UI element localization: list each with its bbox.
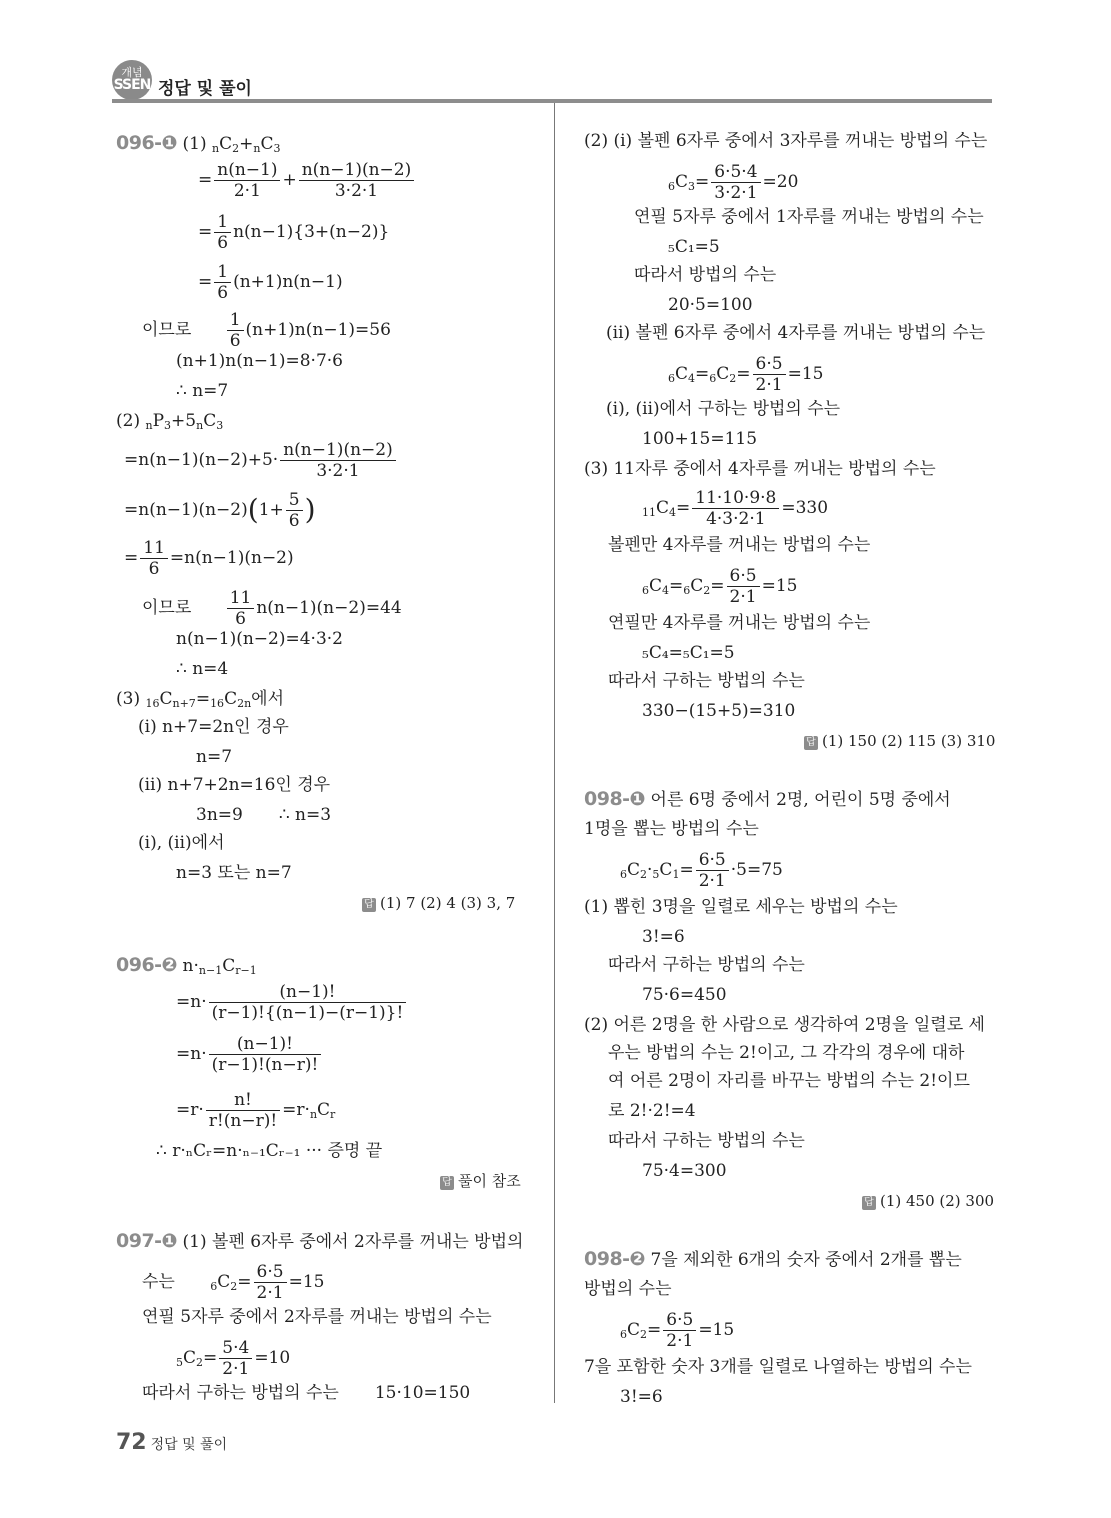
numerator: n(n−1)(n−2)	[280, 440, 396, 461]
equation-line: 연필 5자루 중에서 2자루를 꺼내는 방법의 수는	[142, 1307, 492, 1327]
equation-line: (2) $_nP_3+5_nC_3$	[116, 411, 224, 432]
denominator: 6	[229, 331, 241, 351]
problem-098-2-line-1	[584, 1248, 962, 1271]
denominator: (r−1)!{(n−1)−(r−1)}!	[211, 1003, 404, 1023]
numerator: 11·10·9·8	[692, 488, 779, 509]
equation-line: ₅C₄=₅C₁=5	[642, 643, 735, 663]
equation-line: (3) $_{16}C_{n+7}=_{16}C_{2n}$에서	[116, 689, 285, 710]
answer-icon: 답	[440, 1176, 454, 1190]
denominator: 2·1	[698, 871, 726, 891]
text: 이므로	[142, 598, 192, 618]
text-line: 방법의 수는	[584, 1279, 672, 1299]
numerator: (n−1)!	[209, 982, 407, 1003]
numerator: 6·5	[727, 566, 760, 587]
equation-line: (n+1)n(n−1)=8·7·6	[176, 351, 343, 371]
text: =330	[781, 498, 829, 518]
problem-id-096-1: 096-❶	[116, 132, 178, 154]
numerator: 6·5·4	[711, 162, 760, 183]
equation-line: (ⅰ), (ⅱ)에서	[138, 833, 225, 853]
numerator: (n−1)!	[209, 1034, 322, 1055]
text-line: 따라서 구하는 방법의 수는	[608, 671, 805, 691]
page-number: 72	[116, 1430, 147, 1455]
text: ∴ n=3	[278, 805, 332, 825]
numerator: 6·5	[696, 850, 729, 871]
text: 에서	[251, 689, 285, 709]
text: 7을 제외한 6개의 숫자 중에서 2개를 뽑는	[650, 1250, 962, 1270]
equation-line	[142, 588, 402, 629]
equation-line: 75·4=300	[642, 1161, 727, 1181]
problem-098-1-line-1	[584, 788, 951, 811]
denominator: 6	[288, 511, 300, 531]
answer-text: 풀이 참조	[458, 1172, 521, 1190]
equation-line: 330−(15+5)=310	[642, 701, 796, 721]
equation-line: $_6C_2=$ $\frac{6\cdot 5}{2\cdot 1}$ =15	[620, 1310, 735, 1351]
equation-line: 3!=6	[642, 927, 685, 947]
equation-line: =n(n−1)(n−2)(1+ $\frac{5}{6}$ )	[124, 490, 316, 531]
brand-logo	[112, 60, 152, 100]
equation-line: = $\frac{1}{6}$ (n+1)n(n−1)	[198, 262, 343, 303]
problem-id-098-1: 098-❶	[584, 788, 646, 810]
text: 3n=9	[196, 805, 243, 825]
text-line: 볼펜만 4자루를 꺼내는 방법의 수는	[608, 535, 871, 555]
equation-line: $_6C_4=_6C_2=$ $\frac{6\cdot 5}{2\cdot 1}$ =15	[668, 354, 824, 395]
answer-icon: 답	[862, 1196, 876, 1210]
denominator: 6	[217, 283, 229, 303]
numerator: 1	[227, 310, 244, 331]
problem-097-1-line-1	[116, 1230, 523, 1253]
denominator: 4·3·2·1	[706, 509, 766, 529]
text-line: 연필 5자루 중에서 1자루를 꺼내는 방법의 수는	[634, 207, 984, 227]
text-line: 따라서 방법의 수는	[634, 265, 777, 285]
equation-line: =n· $\frac{(n-1)!}{(r-1)!\{(n-1)-(r-1)\}!}$	[176, 982, 408, 1023]
numerator: n!	[206, 1090, 280, 1111]
denominator: 3·2·1	[714, 183, 758, 203]
denominator: 2·1	[666, 1331, 694, 1351]
text: =15	[761, 576, 798, 596]
numerator: 1	[214, 212, 231, 233]
text-line: (2) (ⅰ) 볼펜 6자루 중에서 3자루를 꺼내는 방법의 수는	[584, 131, 988, 151]
equation-line: n(n−1)(n−2)=4·3·2	[176, 629, 343, 649]
equation-line: = $\frac{11}{6}$ =n(n−1)(n−2)	[124, 538, 294, 579]
answer-text: (1) 7 (2) 4 (3) 3, 7	[380, 894, 516, 912]
problem-id-096-2: 096-❷	[116, 954, 178, 976]
text-line: 따라서 구하는 방법의 수는	[608, 955, 805, 975]
numerator: 6·5	[753, 354, 786, 375]
part-label: (2)	[116, 411, 146, 431]
denominator: 2·1	[222, 1359, 250, 1379]
answer-096-1	[362, 892, 515, 914]
text: =15	[698, 1320, 735, 1340]
text-line: (3) 11자루 중에서 4자루를 꺼내는 방법의 수는	[584, 459, 936, 479]
logo-top-text: 개념	[121, 66, 143, 79]
numerator: 1	[214, 262, 231, 283]
denominator: 2·1	[256, 1283, 284, 1303]
equation-line: ∴ n=7	[176, 381, 229, 401]
footer-text: 정답 및 풀이	[150, 1437, 228, 1453]
answer-icon: 답	[804, 736, 818, 750]
equation-line: $_{11}C_4=$ $\frac{11\cdot 10\cdot 9\cdot 8}{4\cdot 3\cdot 2\cdot 1}$ =330	[642, 488, 829, 529]
text: (n+1)n(n−1)=56	[245, 320, 391, 340]
denominator: 6	[217, 233, 229, 253]
text: ·5=75	[730, 860, 783, 880]
answer-098-1	[862, 1190, 994, 1212]
denominator: (r−1)!(n−r)!	[211, 1055, 319, 1075]
denominator: 3·2·1	[334, 181, 379, 201]
problem-id-098-2: 098-❷	[584, 1248, 646, 1270]
answer-text: (1) 450 (2) 300	[880, 1192, 995, 1210]
numerator: 6·5	[254, 1262, 287, 1283]
denominator: 6	[235, 609, 246, 629]
text: 이므로	[142, 320, 192, 340]
text-line: 연필만 4자루를 꺼내는 방법의 수는	[608, 613, 871, 633]
text-line: (1) 뽑힌 3명을 일렬로 세우는 방법의 수는	[584, 897, 898, 917]
equation-line: =n(n−1)(n−2)+5· $\frac{n(n-1)(n-2)}{3\cdot 2\cdot 1}$	[124, 440, 398, 481]
part-label: (1)	[182, 134, 213, 154]
text: =20	[762, 172, 799, 192]
denominator: r!(n−r)!	[208, 1111, 278, 1131]
equation-line: ₅C₁=5	[668, 237, 720, 257]
numerator: 5·4	[219, 1338, 252, 1359]
equation-line: $_6C_3=$ $\frac{6\cdot 5\cdot 4}{3\cdot 2\cdot 1}$ =20	[668, 162, 799, 203]
text-line: (2) 어른 2명을 한 사람으로 생각하여 2명을 일렬로 세	[584, 1015, 985, 1035]
text: 따라서 구하는 방법의 수는	[142, 1383, 339, 1403]
answer-icon: 답	[362, 898, 376, 912]
numerator: n(n−1)(n−2)	[299, 160, 415, 181]
equation-line: n=7	[196, 747, 233, 767]
text: 어른 6명 중에서 2명, 어린이 5명 중에서	[650, 790, 951, 810]
numerator: 11	[140, 538, 168, 559]
text: 15·10=150	[374, 1383, 471, 1403]
text: n(n−1)(n−2)=44	[256, 598, 402, 618]
equation-line: =r· $\frac{n!}{r!(n-r)!}$ $=r\cdot_nC_r$	[176, 1090, 336, 1131]
equation-line: $_5C_2=$ $\frac{5\cdot 4}{2\cdot 1}$ =10	[176, 1338, 291, 1379]
text-line: 1명을 뽑는 방법의 수는	[584, 819, 759, 839]
denominator: 2·1	[755, 375, 783, 395]
text-line: (ⅱ) 볼펜 6자루 중에서 4자루를 꺼내는 방법의 수는	[606, 323, 986, 343]
problem-096-1-line-1: 096-❶ (1) $_nC_2+_nC_3$	[116, 132, 281, 155]
answer-096-2	[440, 1170, 521, 1192]
answer-097-1	[804, 730, 995, 752]
equation-line: 75·6=450	[642, 985, 727, 1005]
denominator: 2·1	[233, 181, 261, 201]
text: =15	[288, 1272, 325, 1292]
header-rule	[112, 99, 992, 103]
column-divider	[554, 103, 555, 1403]
denominator: 3·2·1	[316, 461, 360, 481]
answer-text: (1) 150 (2) 115 (3) 310	[822, 732, 996, 750]
equation-line	[196, 804, 331, 826]
equation-line	[142, 1382, 470, 1404]
problem-096-2-line-1: 096-❷ $n\cdot_{n-1}C_{r-1}$	[116, 954, 257, 977]
text: (1) 볼펜 6자루 중에서 2자루를 꺼내는 방법의	[182, 1232, 524, 1252]
equation-line: (ⅱ) n+7+2n=16인 경우	[138, 775, 331, 795]
equation-line: 20·5=100	[668, 295, 753, 315]
equation-line: = $\frac{n(n-1)}{2\cdot 1}$ + $\frac{n(n-1)(n-2)}{3\cdot 2\cdot 1}$	[198, 160, 416, 201]
equation-line	[142, 310, 391, 351]
text-line: 우는 방법의 수는 2!이고, 그 각각의 경우에 대하	[608, 1043, 965, 1063]
equation-line: 수는 $_6C_2=$ $\frac{6\cdot 5}{2\cdot 1}$ =15	[142, 1262, 325, 1303]
problem-id-097-1: 097-❶	[116, 1230, 178, 1252]
numerator: n(n−1)	[214, 160, 280, 181]
denominator: 2·1	[729, 587, 757, 607]
page-footer	[116, 1430, 227, 1455]
equation-line: (ⅰ) n+7=2n인 경우	[138, 717, 289, 737]
equation-line: ∴ r·ₙCᵣ=n·ₙ₋₁Cᵣ₋₁ ··· 증명 끝	[156, 1141, 383, 1161]
equation-line: n=3 또는 n=7	[176, 863, 292, 883]
denominator: 6	[148, 559, 160, 579]
text-line: 7을 포함한 숫자 3개를 일렬로 나열하는 방법의 수는	[584, 1357, 972, 1377]
text-line: 따라서 구하는 방법의 수는	[608, 1131, 805, 1151]
text-line: (ⅰ), (ⅱ)에서 구하는 방법의 수는	[606, 399, 841, 419]
numerator: 11	[227, 588, 255, 609]
equation-line: $_6C_4=_6C_2=$ $\frac{6\cdot 5}{2\cdot 1}$ =15	[642, 566, 798, 607]
equation-line: 100+15=115	[642, 429, 758, 449]
text: =n(n−1)(n−2)	[169, 548, 294, 568]
text: =10	[254, 1348, 291, 1368]
text: =15	[787, 364, 824, 384]
equation-line: =n· $\frac{(n-1)!}{(r-1)!(n-r)!}$	[176, 1034, 323, 1075]
numerator: 6·5	[663, 1310, 696, 1331]
text: 수는	[142, 1272, 175, 1292]
text-line: 여 어른 2명이 자리를 바꾸는 방법의 수는 2!이므	[608, 1071, 970, 1091]
equation-line: 3!=6	[620, 1387, 663, 1407]
equation-line: ∴ n=4	[176, 659, 229, 679]
text-line: 로 2!·2!=4	[608, 1101, 696, 1121]
page-title: 정답 및 풀이	[158, 79, 252, 99]
equation-line: = $\frac{1}{6}$ n(n−1){3+(n−2)}	[198, 212, 390, 253]
equation-line: $_6C_2\cdot_5C_1=$ $\frac{6\cdot 5}{2\cdot 1}$ ·5=75	[620, 850, 783, 891]
numerator: 5	[286, 490, 303, 511]
logo-main-text: SSEN	[113, 77, 151, 93]
